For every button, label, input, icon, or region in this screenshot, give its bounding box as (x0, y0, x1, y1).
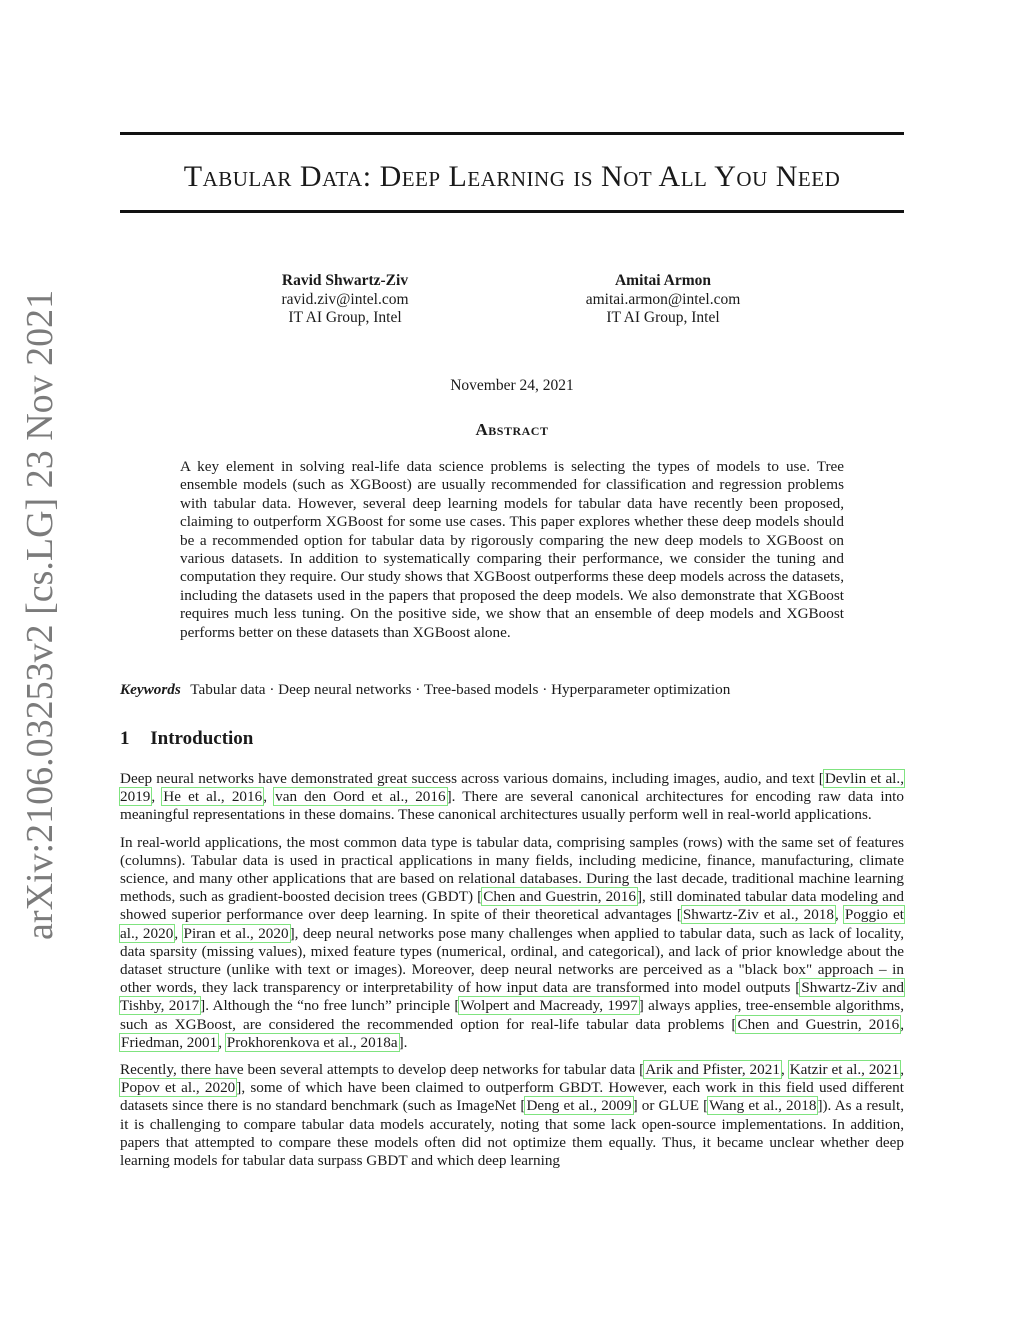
paper-date: November 24, 2021 (450, 377, 574, 394)
paragraph-text: ], still dominated tabular data modeling and showed superior performance over deep learning. In spite of their theoretical advantages [ (120, 888, 905, 924)
introduction-body (120, 770, 904, 1179)
citation-link[interactable]: Shwartz-Ziv and Tishby, 2017 (120, 979, 905, 1015)
paragraph-text: Recently, there have been several attempts to develop deep networks for tabular data [ (120, 1061, 645, 1079)
author-block (195, 272, 495, 328)
author-affiliation: IT AI Group, Intel (606, 309, 720, 326)
section-heading (120, 728, 253, 750)
abstract-heading: Abstract (475, 420, 549, 439)
paragraph-text: ] or GLUE [ (632, 1097, 709, 1115)
citation-link[interactable]: Poggio et al., 2020 (120, 906, 904, 942)
paragraph-text: , (263, 788, 275, 806)
keywords-label: Keywords (120, 681, 181, 698)
title-rule-bottom (120, 210, 904, 213)
intro-paragraph (120, 1061, 904, 1170)
paragraph-text: , (218, 1033, 226, 1051)
paragraph-text: , (900, 1061, 905, 1079)
paragraph-text: , (174, 924, 183, 942)
citation-link[interactable]: Popov et al., 2020 (121, 1079, 236, 1097)
citation-link[interactable]: Friedman, 2001 (121, 1033, 218, 1051)
citation-link[interactable]: Arik and Pfister, 2021 (645, 1061, 780, 1079)
author-name: Amitai Armon (614, 272, 711, 289)
paragraph-text: , (151, 788, 163, 806)
paragraph-text: ]. Although the “no free lunch” principle [ (200, 997, 460, 1015)
paragraph-text: ], some of which have been claimed to outperform GBDT. However, each work in this field used different datasets since there is no standard benchmark (such as ImageNet [ (120, 1079, 904, 1115)
citation-link[interactable]: Deng et al., 2009 (526, 1097, 632, 1115)
paragraph-text: , (834, 906, 844, 924)
paragraph-text: ]. There are several canonical architectures for encoding raw data into meaningful representations in these domains. These canonical architectures usually perform well in real-world applications. (120, 788, 904, 824)
arxiv-identifier-stamp: arXiv:2106.03253v2 [cs.LG] 23 Nov 2021 (19, 289, 61, 940)
section-number: 1 (120, 728, 130, 749)
title-rule-top (120, 132, 904, 135)
citation-link[interactable]: Chen and Guestrin, 2016 (483, 888, 636, 906)
citation-link[interactable]: Chen and Guestrin, 2016 (737, 1015, 900, 1033)
paragraph-text: , (900, 1015, 904, 1033)
paragraph-text: ] always applies, tree-ensemble algorithms, such as XGBoost, are considered the recommended option for real-life tabular data problems [ (120, 997, 904, 1033)
author-block (513, 272, 813, 328)
abstract-text: A key element in solving real-life data science problems is selecting the types of models to use. Tree ensemble models (such as XGBoost) are usually recommended for classification and regression problems with tabular data. However, several deep learning models for tabular data have recently been proposed, claiming to outperform XGBoost for some use cases. This paper explores whether these deep models should be a recommended option for tabular data by rigorously comparing the new deep models to XGBoost on various datasets. In addition to systematically comparing their performance, we consider the tuning and computation they require. Our study shows that XGBoost outperforms these deep models across the datasets, including the datasets used in the papers that proposed the deep models. We also demonstrate that XGBoost requires much less tuning. On the positive side, we show that an ensemble of deep models and XGBoost performs better on these datasets than XGBoost alone. (180, 458, 844, 641)
intro-paragraph (120, 770, 904, 825)
citation-link[interactable]: Prokhorenkova et al., 2018a (226, 1033, 398, 1051)
section-title: Introduction (150, 728, 254, 749)
paragraph-text: , (780, 1061, 789, 1079)
citation-link[interactable]: Wolpert and Macready, 1997 (460, 997, 638, 1015)
author-email: amitai.armon@intel.com (585, 290, 741, 308)
paragraph-text: ]). As a result, it is challenging to compare tabular data models accurately, noting that some lack open-source implementations. In addition, papers that attempted to compare these models often did not optimize them equally. Thus, it became unclear whether deep learning models for tabular data surpass GBDT and which deep learning (120, 1097, 904, 1170)
paragraph-text: ]. (398, 1033, 408, 1051)
citation-link[interactable]: He et al., 2016 (163, 788, 263, 806)
citation-link[interactable]: Devlin et al., 2019 (120, 770, 904, 806)
paragraph-text: Deep neural networks have demonstrated great success across various domains, including images, audio, and text [ (120, 770, 824, 787)
citation-link[interactable]: Wang et al., 2018 (709, 1097, 817, 1115)
author-email: ravid.ziv@intel.com (281, 290, 409, 308)
author-affiliation: IT AI Group, Intel (288, 309, 402, 326)
citation-link[interactable]: Piran et al., 2020 (183, 924, 289, 942)
citation-link[interactable]: Katzir et al., 2021 (789, 1061, 900, 1079)
keywords-line (120, 681, 904, 699)
intro-paragraph (120, 834, 904, 1052)
paragraph-text: ], deep neural networks pose many challenges when applied to tabular data, such as lack of locality, data sparsity (missing values), mixed feature types (numerical, ordinal, and categorical), and lack of prior knowledge about the dataset structure (unlike with text or images). Moreover, deep neural networks are perceived as a "black box" approach – in other words, they lack transparency or interpretability of how input data are transformed into model outputs [ (120, 924, 904, 997)
author-name: Ravid Shwartz-Ziv (281, 272, 409, 289)
paper-title: Tabular Data: Deep Learning is Not All You Need (183, 160, 841, 193)
paragraph-text: In real-world applications, the most common data type is tabular data, comprising samples (rows) with the same set of features (columns). Tabular data is used in practical applications in many fields, including medicine, finance, manufacturing, climate science, and many other applications that are based on relational databases. During the last decade, traditional machine learning methods, such as gradient-boosted decision trees (GBDT) [ (120, 833, 904, 906)
citation-link[interactable]: van den Oord et al., 2016 (275, 788, 446, 806)
keywords-text: Tabular data · Deep neural networks · Tree-based models · Hyperparameter optimization (190, 681, 731, 698)
citation-link[interactable]: Shwartz-Ziv et al., 2018 (682, 906, 834, 924)
